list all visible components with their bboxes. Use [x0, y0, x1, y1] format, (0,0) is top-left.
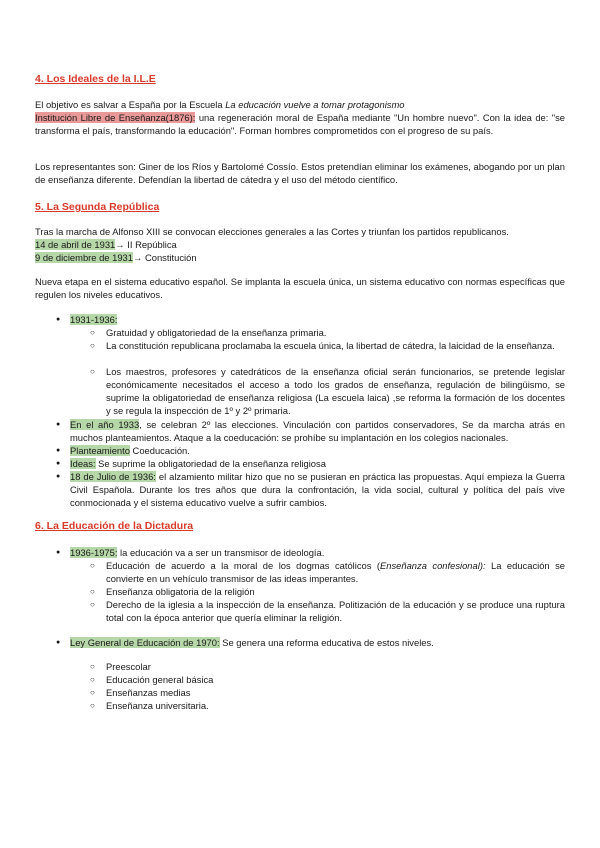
s5-bullet-1936-rest: el alzamiento militar hizo que no se pusieran en práctica las propuestas. Aquí empieza la Guerra Civil Española. Durante los tres años que dura la confrontación, la vida social, cultural y política del país vive conmocionada y el sistema educativo vuelve a sufrir cambios.	[70, 471, 565, 508]
s6-bullet-1936-1975	[70, 546, 565, 559]
s5-paragraph-1: Tras la marcha de Alfonso XIII se convocan elecciones generales a las Cortes y triunfan los partidos republicanos.	[35, 226, 509, 237]
s4-p1-italic: La educación vuelve a tomar protagonismo	[225, 99, 405, 110]
s6-level-item: ○ Educación general básica	[106, 673, 565, 686]
s5-ideas-highlight: Ideas:	[70, 458, 96, 469]
s6-bullet-ley-1970	[70, 636, 565, 649]
s6-level-item: ○ Enseñanza universitaria.	[106, 699, 565, 712]
section-4-heading: 4. Los Ideales de la I.L.E	[35, 73, 156, 85]
section-6-heading: 6. La Educación de la Dictadura	[35, 520, 194, 532]
s6-sub-1-a: Educación de acuerdo a la moral de los dogmas católicos (	[106, 560, 381, 571]
s5-bullet-planteamiento	[70, 444, 565, 457]
s6-bullet-1936-1975-highlight: 1936-1975:	[70, 547, 118, 558]
s5-bullet-1931	[70, 313, 565, 326]
s4-paragraph-2	[35, 111, 565, 137]
s5-planteamiento-highlight: Planteamiento	[70, 445, 130, 456]
s5-sub-bullet-1: ○ Gratuidad y obligatoriedad de la enseñanza primaria.	[106, 326, 565, 339]
s5-date-2-highlight: 9 de diciembre de 1931	[35, 252, 133, 263]
s5-sub-bullet-3: ○ Los maestros, profesores y catedráticos de la enseñanza oficial serán funcionarios, se pretende legislar económicamente necesitados el acceso a todo los grados de enseñanza, regulación de bilingüismo, se suprime la obligatoriedad de enseñanza religiosa (La escuela laica) ,se reforma la formación de los docentes y se regula la inspección de 1º y 2º primaria.	[106, 365, 565, 417]
s6-bullet-1936-1975-rest: la educación va a ser un transmisor de ideología.	[117, 547, 325, 558]
s4-paragraph-1	[35, 98, 565, 111]
s6-level-item: ○ Preescolar	[106, 660, 565, 673]
s5-bullet-1933	[70, 418, 565, 444]
s6-sub-1-italic: Enseñanza confesional):	[380, 560, 486, 571]
s6-ley-1970-rest: Se genera una reforma educativa de estos niveles.	[219, 637, 434, 648]
s6-level-item: ○ Enseñanzas medias	[106, 686, 565, 699]
s5-date-2-rest: → Constitución	[132, 252, 197, 263]
s6-sub-1-b: La educación se convierte en un vehículo transmisor de las ideas imperantes.	[106, 560, 565, 584]
s5-planteamiento-rest: Coeducación.	[129, 445, 190, 456]
s5-date-1-highlight: 14 de abril de 1931	[35, 239, 116, 250]
section-5-heading: 5. La Segunda República	[35, 201, 160, 213]
s5-sub-bullet-2: ○ La constitución republicana proclamaba la escuela única, la libertad de cátedra, la laicidad de la enseñanza.	[106, 339, 565, 352]
s5-bullet-1936-highlight: 18 de Julio de 1936:	[70, 471, 156, 482]
s5-date-1	[35, 238, 565, 251]
s5-paragraph-2: Nueva etapa en el sistema educativo español. Se implanta la escuela única, un sistema educativo con normas específicas que regulen los niveles educativos.	[35, 276, 565, 300]
s4-paragraph-3: Los representantes son: Giner de los Ríos y Bartolomé Cossío. Estos pretendían eliminar los exámenes, abogando por un plan de enseñanza diferente. Defendían la libertad de cátedra y el uso del método científico.	[35, 161, 565, 185]
s5-bullet-1936	[70, 470, 565, 509]
s6-sub-bullet-1	[106, 559, 565, 585]
s4-ile-highlight: Institución Libre de Enseñanza(1876):	[35, 112, 196, 123]
s5-bullet-1933-rest: , se celebran 2º las elecciones. Vinculación con partidos conservadores, Se da marcha atrás en muchos planteamientos. Ataque a la coeducación: se prohíbe su implantación en los colegios nacionales.	[70, 419, 565, 443]
s4-p2-rest: una regeneración moral de España mediante "Un hombre nuevo". Con la idea de: "se transforma el país, transformando la educación". Forman hombres comprometidos con el progreso de su país.	[35, 112, 566, 136]
s5-ideas-rest: Se suprime la obligatoriedad de la enseñanza religiosa	[95, 458, 326, 469]
s6-sub-bullet-3: ○ Derecho de la iglesia a la inspección de la enseñanza. Politización de la educación y se produce una ruptura total con la época anterior que quería eliminar la religión.	[106, 598, 565, 624]
s4-p1-lead: El objetivo es salvar a España por la Escuela	[35, 99, 226, 110]
s6-ley-1970-highlight: Ley General de Educación de 1970:	[70, 637, 220, 648]
s5-bullet-ideas	[70, 457, 565, 470]
s5-date-1-rest: → II República	[115, 239, 177, 250]
s5-bullet-1931-highlight: 1931-1936:	[70, 314, 118, 325]
s5-date-2	[35, 251, 565, 264]
s5-bullet-1933-highlight: En el año 1933	[70, 419, 140, 430]
s6-sub-bullet-2: ○ Enseñanza obligatoria de la religión	[106, 585, 565, 598]
